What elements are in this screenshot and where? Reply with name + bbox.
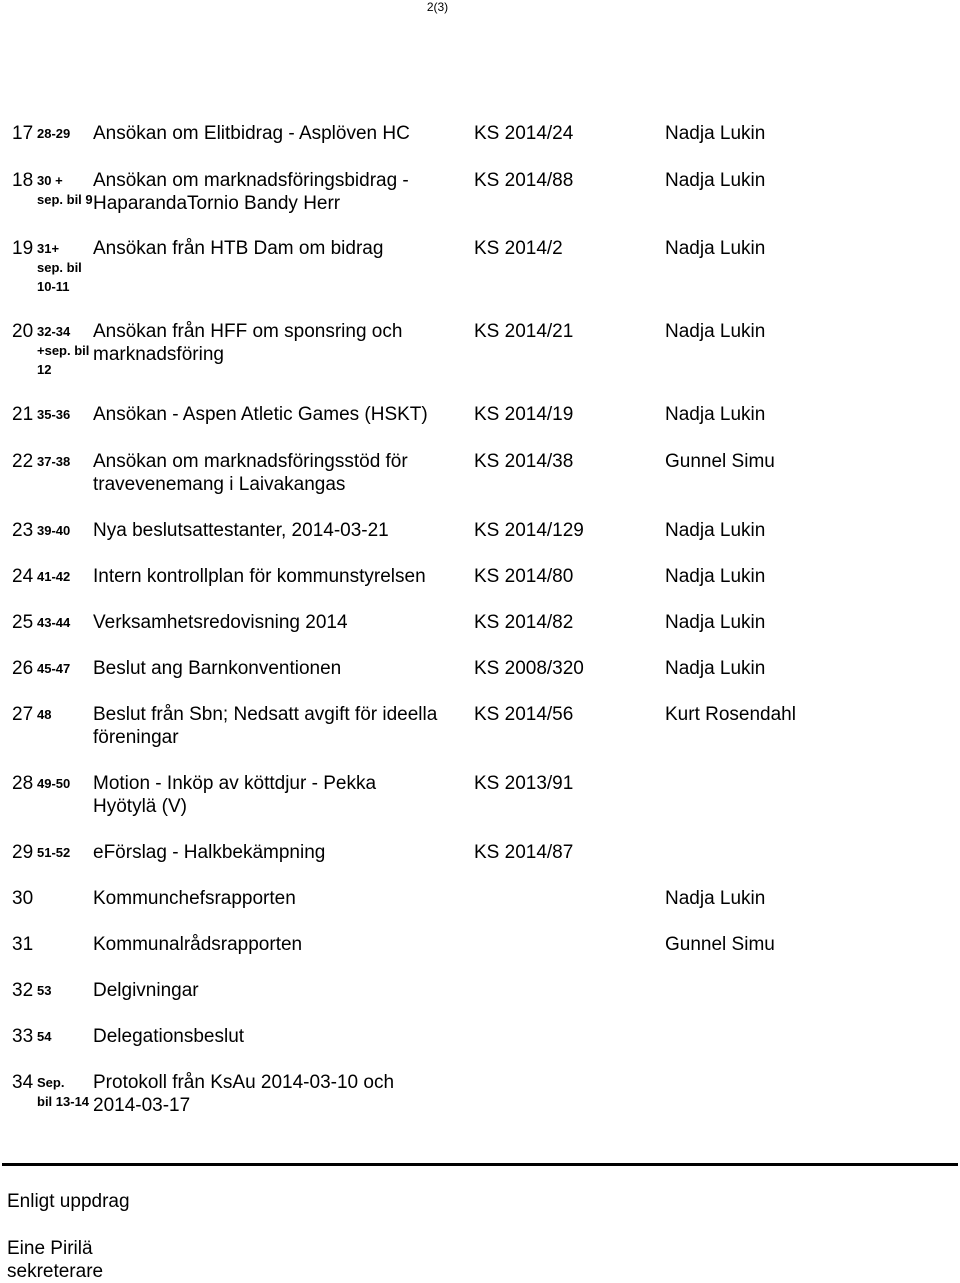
- item-title: Protokoll från KsAu 2014-03-10 och 2014-03-17: [93, 1072, 395, 1116]
- page-number: 2(3): [426, 0, 449, 14]
- footer-note: Enligt uppdrag: [7, 1191, 130, 1212]
- item-title: Delegationsbeslut: [93, 1026, 245, 1047]
- item-number: 22: [12, 451, 34, 472]
- item-pages: 30 + sep. bil 9: [37, 173, 93, 207]
- item-number: 21: [12, 404, 34, 425]
- item-number: 28: [12, 773, 34, 794]
- item-title: Ansökan från HTB Dam om bidrag: [93, 238, 384, 259]
- secretary-role: sekreterare: [7, 1261, 104, 1282]
- secretary-name: Eine Pirilä: [7, 1238, 93, 1259]
- item-title: Intern kontrollplan för kommunstyrelsen: [93, 566, 426, 587]
- item-title: Ansökan från HFF om sponsring och marknadsföring: [93, 321, 403, 365]
- item-title: Ansökan - Aspen Atletic Games (HSKT): [93, 404, 428, 425]
- item-reference: KS 2014/80: [474, 566, 574, 587]
- item-number: 29: [12, 842, 34, 863]
- item-reference: KS 2014/87: [474, 842, 574, 863]
- item-reference: KS 2014/2: [474, 238, 563, 259]
- item-title: Ansökan om marknadsföringsbidrag - HaparandaTornio Bandy Herr: [93, 170, 409, 214]
- item-number: 26: [12, 658, 34, 679]
- item-number: 32: [12, 980, 34, 1001]
- item-number: 23: [12, 520, 34, 541]
- item-pages: 35-36: [37, 407, 71, 422]
- item-number: 33: [12, 1026, 34, 1047]
- item-person: Gunnel Simu: [665, 934, 775, 955]
- item-number: 19: [12, 238, 34, 259]
- item-pages: 39-40: [37, 523, 71, 538]
- item-person: Nadja Lukin: [665, 170, 766, 191]
- item-pages: 43-44: [37, 615, 71, 630]
- item-number: 27: [12, 704, 34, 725]
- item-person: Gunnel Simu: [665, 451, 775, 472]
- item-pages: 37-38: [37, 454, 71, 469]
- item-pages: 41-42: [37, 569, 71, 584]
- item-person: Nadja Lukin: [665, 238, 766, 259]
- item-number: 34: [12, 1072, 34, 1093]
- item-number: 24: [12, 566, 34, 587]
- item-person: Kurt Rosendahl: [665, 704, 796, 725]
- item-title: Ansökan om Elitbidrag - Asplöven HC: [93, 123, 410, 144]
- item-title: Kommunalrådsrapporten: [93, 934, 303, 955]
- item-title: Beslut från Sbn; Nedsatt avgift för ideella föreningar: [93, 704, 438, 748]
- item-pages: 49-50: [37, 776, 71, 791]
- item-title: Verksamhetsredovisning 2014: [93, 612, 348, 633]
- item-pages: Sep. bil 13-14: [37, 1075, 90, 1109]
- item-title: Delgivningar: [93, 980, 199, 1001]
- item-person: Nadja Lukin: [665, 520, 766, 541]
- item-reference: KS 2014/129: [474, 520, 584, 541]
- divider-line: [2, 1163, 958, 1166]
- item-person: Nadja Lukin: [665, 888, 766, 909]
- item-person: Nadja Lukin: [665, 404, 766, 425]
- item-pages: 48: [37, 707, 52, 722]
- item-person: Nadja Lukin: [665, 612, 766, 633]
- item-person: Nadja Lukin: [665, 658, 766, 679]
- item-person: Nadja Lukin: [665, 321, 766, 342]
- item-title: Nya beslutsattestanter, 2014-03-21: [93, 520, 389, 541]
- item-reference: KS 2014/56: [474, 704, 574, 725]
- item-number: 20: [12, 321, 34, 342]
- item-reference: KS 2013/91: [474, 773, 574, 794]
- item-number: 31: [12, 934, 34, 955]
- item-pages: 54: [37, 1029, 52, 1044]
- item-number: 25: [12, 612, 34, 633]
- item-pages: 28-29: [37, 126, 71, 141]
- item-number: 17: [12, 123, 34, 144]
- item-number: 18: [12, 170, 34, 191]
- item-pages: 32-34 +sep. bil 12: [37, 324, 90, 377]
- item-title: Beslut ang Barnkonventionen: [93, 658, 342, 679]
- item-title: eFörslag - Halkbekämpning: [93, 842, 326, 863]
- item-reference: KS 2014/82: [474, 612, 574, 633]
- item-pages: 31+ sep. bil 10-11: [37, 241, 82, 294]
- item-title: Ansökan om marknadsföringsstöd för travevenemang i Laivakangas: [93, 451, 408, 495]
- item-number: 30: [12, 888, 34, 909]
- item-pages: 45-47: [37, 661, 71, 676]
- item-reference: KS 2014/21: [474, 321, 574, 342]
- item-title: Kommunchefsrapporten: [93, 888, 296, 909]
- item-pages: 53: [37, 983, 52, 998]
- item-person: Nadja Lukin: [665, 566, 766, 587]
- item-reference: KS 2014/38: [474, 451, 574, 472]
- item-person: Nadja Lukin: [665, 123, 766, 144]
- item-reference: KS 2014/88: [474, 170, 574, 191]
- item-pages: 51-52: [37, 845, 71, 860]
- item-reference: KS 2014/19: [474, 404, 574, 425]
- item-reference: KS 2008/320: [474, 658, 584, 679]
- item-reference: KS 2014/24: [474, 123, 574, 144]
- item-title: Motion - Inköp av köttdjur - Pekka Hyötylä (V): [93, 773, 377, 817]
